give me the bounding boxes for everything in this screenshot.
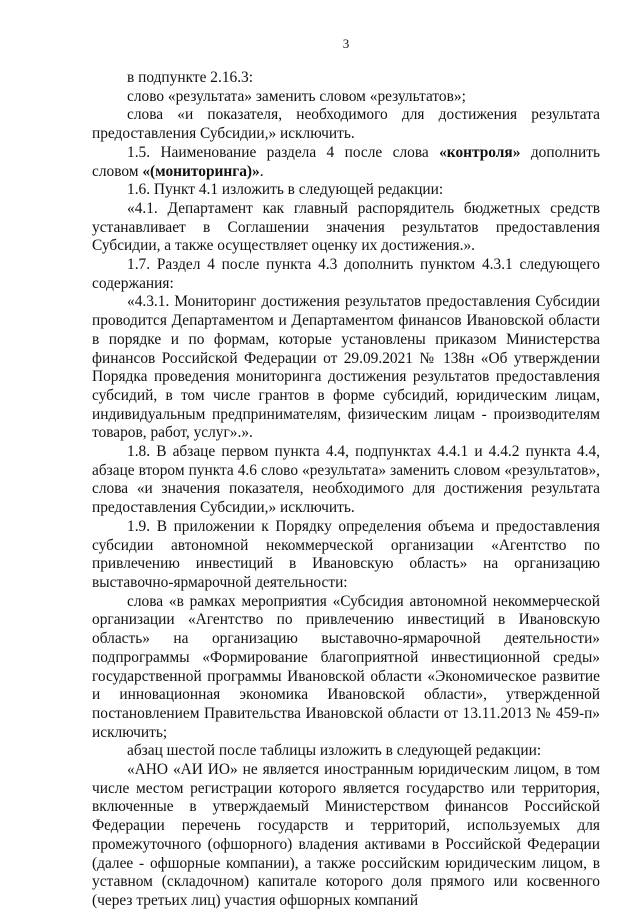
paragraph-4-3-1-text: «4.3.1. Мониторинг достижения результатов предоставления Субсидии проводится Департаментом и Департаментом финансов Ивановской области в порядке и по формам, которые установлены приказом Министерства финансов Российской Федерации от 29.09.2021 № 138н «Об утверждении Порядка проведения мониторинга достижения результатов предоставления субсидий, в том числе грантов в форме субсидий, юридическим лицам, индивидуальным предпринимателям, физическим лицам - производителям товаров, работ, услуг».». <box>92 293 600 442</box>
paragraph-subpoint-2-16-3: в подпункте 2.16.3: <box>127 69 254 86</box>
paragraph-ano-aiio-text: «АНО «АИ ИО» не является иностранным юридическим лицом, в том числе местом регистрации которого является государство или территория, включенные в утверждаемый Министерством финансов Российской Федерации перечень государств и территорий, используемых для промежуточного (офшорного) владения активами в Российской Федерации (далее - офшорные компании), а также российским юридическим лицом, в уставном (складочном) капитале которого доля прямого или косвенного (через третьих лиц) участия офшорных компаний <box>92 761 600 909</box>
paragraph-words-exclude-program: слова «в рамках мероприятия «Субсидия автономной некоммерческой организации «Агентство по привлечению инвестиций в Ивановскую область» на организацию выставочно-ярмарочной деятельности» подпрограммы «Формирование благоприятной инвестиционной среды» государственной программы Ивановской области «Экономическое развитие и инновационная экономика Ивановской области», утвержденной постановлением Правительства Ивановской области от 13.11.2013 № 459-п» исключить; <box>92 592 600 741</box>
paragraph-1-9: 1.9. В приложении к Порядку определения объема и предоставления субсидии автономной некоммерческой организации «Агентство по привлечению инвестиций в Ивановскую область» на организацию выставочно-ярмарочной деятельности: <box>92 517 600 591</box>
paragraph-words-exclude: слова «и показателя, необходимого для достижения результата предоставления Субсидии,» исключить. <box>92 106 600 143</box>
paragraph-sixth-after-table: абзац шестой после таблицы изложить в следующей редакции: <box>127 742 542 760</box>
paragraph-1-5 <box>92 144 600 181</box>
paragraph-1-7: 1.7. Раздел 4 после пункта 4.3 дополнить пунктом 4.3.1 следующего содержания: <box>92 256 600 292</box>
paragraph-1-8: 1.8. В абзаце первом пункта 4.4, подпунктах 4.4.1 и 4.4.2 пункта 4.4, абзаце втором пункта 4.6 слово «результата» заменить словом «результатов», слова «и значения показателя, необходимого для достижения результата предоставления Субсидии,» исключить. <box>92 443 600 517</box>
paragraph-1-5-suffix: . <box>259 162 264 180</box>
paragraph-1-5-bold-control: «контроля» <box>439 143 521 161</box>
paragraph-1-6: 1.6. Пункт 4.1 изложить в следующей редакции: <box>127 181 444 199</box>
paragraph-1-5-prefix: 1.5. Наименование раздела 4 после слова <box>127 143 440 161</box>
page-number: 3 <box>342 36 350 51</box>
paragraph-word-replace: слово «результата» заменить словом «результатов»; <box>127 87 466 105</box>
paragraph-4-1-text: «4.1. Департамент как главный распорядитель бюджетных средств устанавливает в Соглашении значения результатов предоставления Субсидии, а также осуществляет оценку их достижения.». <box>92 199 600 255</box>
paragraph-1-5-bold-monitoring: «(мониторинга)» <box>142 162 260 180</box>
document-body <box>92 69 600 911</box>
paragraph-1-5-middle: дополнить словом <box>92 143 600 180</box>
